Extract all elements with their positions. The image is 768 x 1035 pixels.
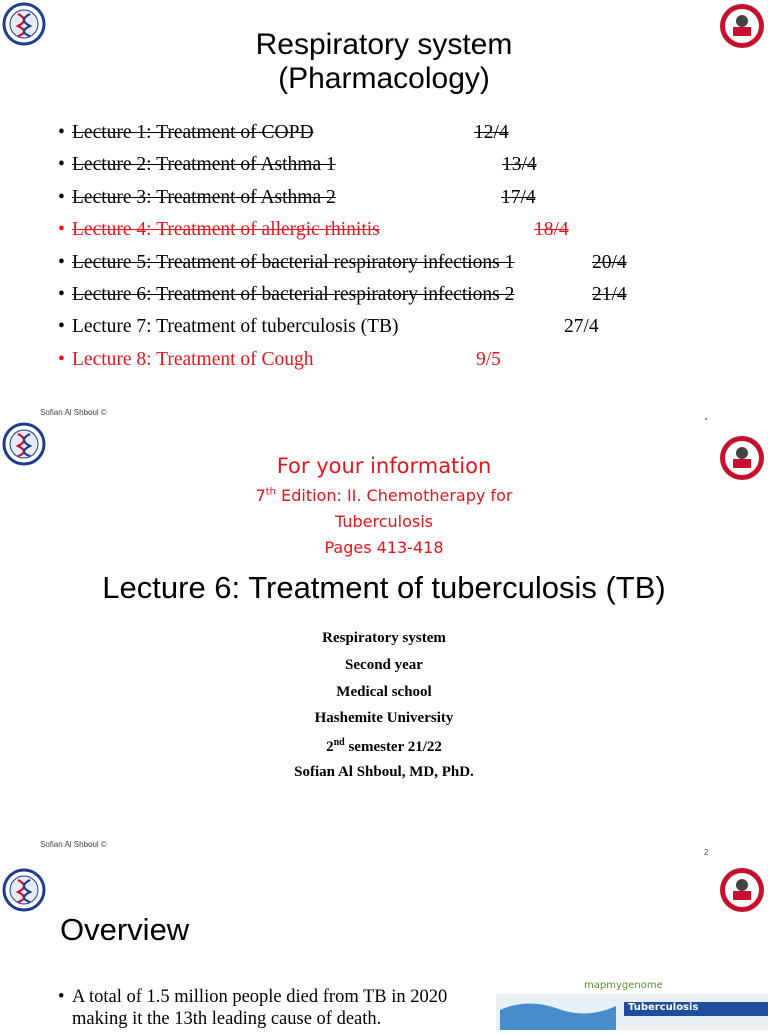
lecture-date: 27/4 — [564, 316, 599, 338]
lecture-date: 17/4 — [501, 186, 536, 208]
banner-label: Tuberculosis — [628, 1002, 699, 1013]
slide-title: Overview — [60, 912, 190, 947]
university-logo-icon — [2, 868, 46, 912]
lecture-date: 18/4 — [534, 219, 569, 241]
title-line-2: (Pharmacology) — [278, 62, 490, 95]
faculty-seal-icon — [718, 866, 766, 914]
pages-line: Pages 413-418 — [324, 538, 444, 557]
title-line-1: Respiratory system — [255, 28, 513, 61]
lecture-title: Lecture 1: Treatment of COPD — [72, 122, 314, 143]
lecture-title: Lecture 8: Treatment of Cough — [72, 348, 314, 370]
meta-school: Medical school — [336, 684, 432, 700]
meta-university: Hashemite University — [314, 710, 454, 726]
slide-footer: Sofian Al Shboul © — [40, 408, 107, 417]
lecture-title: Lecture 6: Treatment of bacterial respiratory infections 2 — [72, 283, 515, 305]
edition-line-2: Tuberculosis — [335, 512, 433, 531]
lecture-date: 13/4 — [502, 154, 537, 176]
slide-1: Respiratory system (Pharmacology) • Lecture 1: Treatment of COPD 12/4 • Lecture 2: Treatment of Asthma 1 13/4 • Lecture 3: Treatment of Asthma 2 17/4 • Lecture 4: Treatment of allergic rhinitis 18/4 • Lecture 5: Treatment of bacterial respiratory infections 1 20/4 • Lecture 6: Treatment of bacterial respiratory infections 2 21/4 • Lecture 7: Treatment of tuberculosis (TB) 27/4 • Lecture 8: Treatment of Cough 9/5 Sofian Al Shboul © — [0, 0, 768, 420]
lecture-date: 21/4 — [592, 283, 627, 305]
meta-course: Respiratory system — [322, 630, 446, 646]
lecture-title: Lecture 2: Treatment of Asthma 1 — [72, 154, 336, 176]
lecture-title: Lecture 3: Treatment of Asthma 2 — [72, 186, 336, 208]
info-heading: For your information — [276, 454, 492, 478]
banner-brand: mapmygenome — [584, 980, 663, 991]
meta-semester: 2nd semester 21/22 — [326, 737, 442, 755]
lecture-date: 12/4 — [474, 122, 509, 143]
slide-2 — [0, 420, 768, 849]
lecture-title: Lecture 7: Treatment of tuberculosis (TB) — [72, 316, 399, 338]
meta-author: Sofian Al Shboul, MD, PhD. — [294, 764, 474, 780]
lecture-title: Lecture 6: Treatment of tuberculosis (TB) — [102, 570, 666, 605]
page-number: 2 — [704, 848, 709, 857]
meta-year: Second year — [345, 657, 423, 673]
slide-footer: Sofian Al Shboul © — [40, 840, 107, 849]
lecture-date: 20/4 — [592, 251, 627, 273]
edition-line: 7th Edition: II. Chemotherapy for — [255, 486, 513, 505]
lecture-date: 9/5 — [476, 348, 501, 370]
lecture-title: Lecture 4: Treatment of allergic rhinitis — [72, 219, 380, 241]
slide-title — [0, 28, 768, 96]
lecture-title: Lecture 5: Treatment of bacterial respiratory infections 1 — [72, 251, 515, 273]
slide-3: Overview • A total of 1.5 million people died from TB in 2020 making it the 13th leading cause of death. mapmygenome Tuberculosis — [0, 860, 768, 1024]
tuberculosis-banner-image — [496, 980, 768, 1030]
